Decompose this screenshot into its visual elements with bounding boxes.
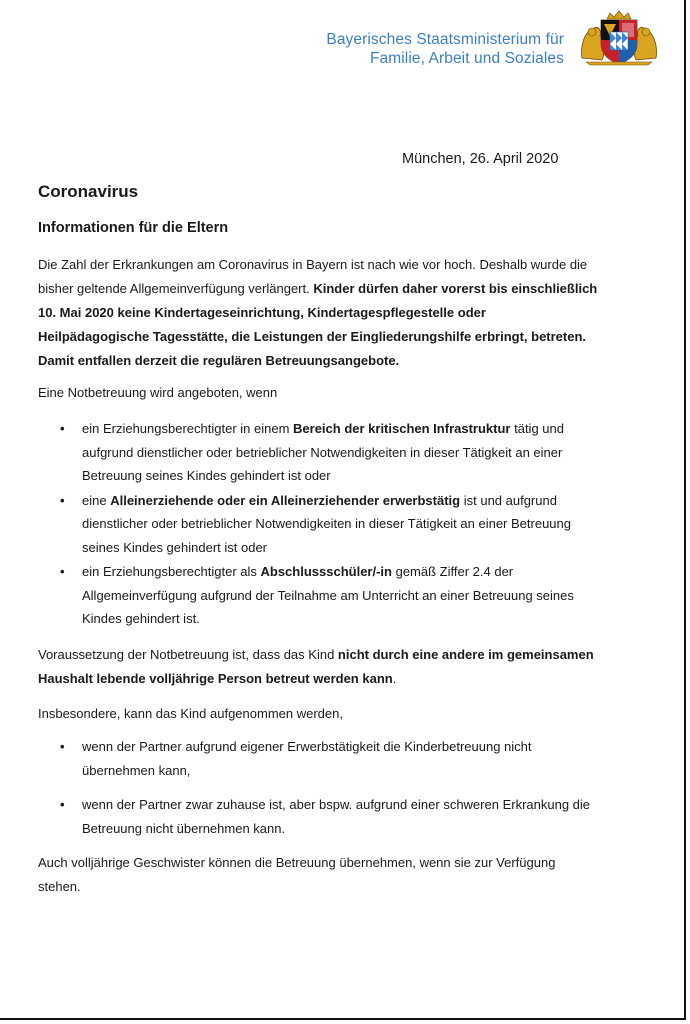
paragraph-intro-bold: Kinder dürfen daher vorerst bis einschließlich 10. Mai 2020 keine Kindertageseinrichtung, Kindertagespflegestelle oder Heilpädagogische Tagesstätte, die Leistungen der Eingliederungshilfe erbringt, betreten. Damit entfallen derzeit die regulären Betreuungsangebote. xyxy=(38,281,598,368)
list-item xyxy=(60,560,590,631)
notbetreuung-conditions-list xyxy=(60,417,590,632)
list-item-text: gemäß Ziffer 2.4 der Allgemeinverfügung aufgrund der Teilnahme am Unterricht an einer Betreuung seines Kindes gehindert ist. xyxy=(82,564,574,626)
bullet-icon: • xyxy=(60,492,65,508)
document-title: Coronavirus xyxy=(38,182,139,201)
list-item-text: tätig und aufgrund dienstlicher oder betrieblicher Notwendigkeiten in dieser Tätigkeit an einer Betreuung seines Kindes gehindert ist oder xyxy=(82,421,564,483)
paragraph-voraussetzung-bold: nicht durch eine andere im gemeinsamen Haushalt lebende volljährige Person betreut werden kann xyxy=(38,647,594,686)
list-item-bold: Bereich der kritischen Infrastruktur xyxy=(293,421,511,436)
list-item-bold: Abschlussschüler/-in xyxy=(260,564,392,579)
document-subtitle: Informationen für die Eltern xyxy=(38,220,229,236)
paragraph-voraussetzung-end: . xyxy=(392,671,397,686)
bavarian-coat-of-arms-logo xyxy=(576,10,662,66)
paragraph-voraussetzung xyxy=(38,643,598,691)
document-date: München, 26. April 2020 xyxy=(402,151,559,167)
ministry-line-1: Bayerisches Staatsministerium für xyxy=(326,31,564,48)
paragraph-intro xyxy=(38,253,598,373)
list-item xyxy=(60,417,590,488)
list-item-text: wenn der Partner aufgrund eigener Erwerbstätigkeit die Kinderbetreuung nicht übernehmen kann, xyxy=(82,739,532,778)
bullet-icon: • xyxy=(60,739,65,754)
list-item-text: ist und aufgrund dienstlicher oder betrieblicher Notwendigkeiten in dieser Tätigkeit an einer Betreuung seines Kindes gehindert ist oder xyxy=(82,492,571,555)
ministry-line-2: Familie, Arbeit und Soziales xyxy=(369,50,564,67)
bullet-icon: • xyxy=(60,797,65,812)
list-item xyxy=(60,735,590,783)
list-item-text: eine xyxy=(82,492,111,508)
list-item xyxy=(60,793,590,841)
paragraph-geschwister: Auch volljährige Geschwister können die Betreuung übernehmen, wenn sie zur Verfügung stehen. xyxy=(38,855,556,894)
aufnahme-cases-list xyxy=(60,735,590,851)
list-item xyxy=(60,489,590,560)
list-item-text: ein Erziehungsberechtigter als xyxy=(82,564,261,579)
paragraph-voraussetzung-text: Voraussetzung der Notbetreuung ist, dass das Kind xyxy=(38,647,338,662)
paragraph-intro-text: Die Zahl der Erkrankungen am Coronavirus in Bayern ist nach wie vor hoch. Deshalb wurde die bisher geltende Allgemeinverfügung verlängert. xyxy=(38,257,588,296)
bullet-icon: • xyxy=(60,564,65,579)
list-item-text: wenn der Partner zwar zuhause ist, aber bspw. aufgrund einer schweren Erkrankung die Betreuung nicht übernehmen kann. xyxy=(82,797,591,836)
bullet-icon: • xyxy=(60,421,65,436)
paragraph-notbetreuung: Eine Notbetreuung wird angeboten, wenn xyxy=(38,385,278,400)
paragraph-insbesondere: Insbesondere, kann das Kind aufgenommen werden, xyxy=(38,706,343,721)
list-item-text: ein Erziehungsberechtigter in einem xyxy=(82,421,294,436)
ministry-name xyxy=(326,30,564,68)
list-item-bold: Alleinerziehende oder ein Alleinerziehender erwerbstätig xyxy=(110,492,461,508)
